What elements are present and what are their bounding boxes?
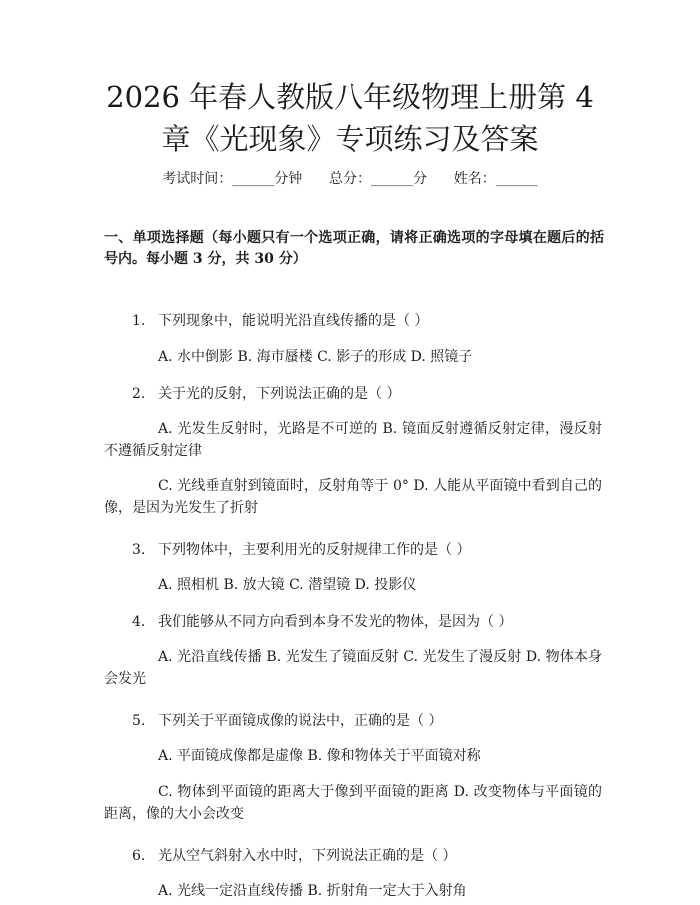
- question-stem: 我们能够从不同方向看到本身不发光的物体，是因为（ ）: [158, 614, 513, 630]
- question-1: [132, 311, 602, 331]
- question-5-options-line-2: C. 物体到平面镜的距离大于像到平面镜的距离 D. 改变物体与平面镜的距离，像的大小会改变: [104, 784, 602, 822]
- question-number: 4.: [132, 614, 146, 630]
- question-2-options-line-2: C. 光线垂直射到镜面时，反射角等于 0° D. 人能从平面镜中看到自己的像，是因为光发生了折射: [104, 478, 602, 516]
- question-1-options-line-1: A. 水中倒影 B. 海市蜃楼 C. 影子的形成 D. 照镜子: [158, 349, 473, 365]
- document-title: 2026 年春人教版八年级物理上册第 4 章《光现象》专项练习及答案: [106, 80, 594, 156]
- question-stem: 下列关于平面镜成像的说法中，正确的是（ ）: [158, 713, 443, 729]
- question-number: 1.: [132, 313, 146, 329]
- question-6-options-line-1: A. 光线一定沿直线传播 B. 折射角一定大于入射角: [158, 883, 467, 899]
- question-number: 6.: [132, 848, 146, 864]
- question-2: [132, 384, 602, 404]
- question-5: [132, 711, 602, 731]
- question-4: [132, 612, 602, 632]
- question-stem: 下列现象中，能说明光沿直线传播的是（ ）: [158, 313, 429, 329]
- question-number: 3.: [132, 542, 146, 558]
- question-stem: 关于光的反射，下列说法正确的是（ ）: [158, 386, 401, 402]
- question-3-options-line-1: A. 照相机 B. 放大镜 C. 潜望镜 D. 投影仪: [158, 577, 417, 593]
- question-5-options-line-1: A. 平面镜成像都是虚像 B. 像和物体关于平面镜对称: [158, 748, 481, 764]
- question-4-options-line-1: A. 光沿直线传播 B. 光发生了镜面反射 C. 光发生了漫反射 D. 物体本身会发光: [104, 649, 602, 687]
- question-6: [132, 846, 602, 866]
- question-2-options-line-1: A. 光发生反射时，光路是不可逆的 B. 镜面反射遵循反射定律，漫反射不遵循反射定律: [104, 421, 602, 459]
- question-stem: 光从空气斜射入水中时，下列说法正确的是（ ）: [158, 848, 457, 864]
- question-number: 2.: [132, 386, 146, 402]
- question-3: [132, 540, 602, 560]
- section-heading: 一、单项选择题（每小题只有一个选项正确，请将正确选项的字母填在题后的括号内。每小题 3 分，共 30 分）: [104, 230, 604, 267]
- question-stem: 下列物体中，主要利用光的反射规律工作的是（ ）: [158, 542, 471, 558]
- question-number: 5.: [132, 713, 146, 729]
- exam-info-line: 考试时间：______分钟 总分：______分 姓名：______: [162, 171, 538, 187]
